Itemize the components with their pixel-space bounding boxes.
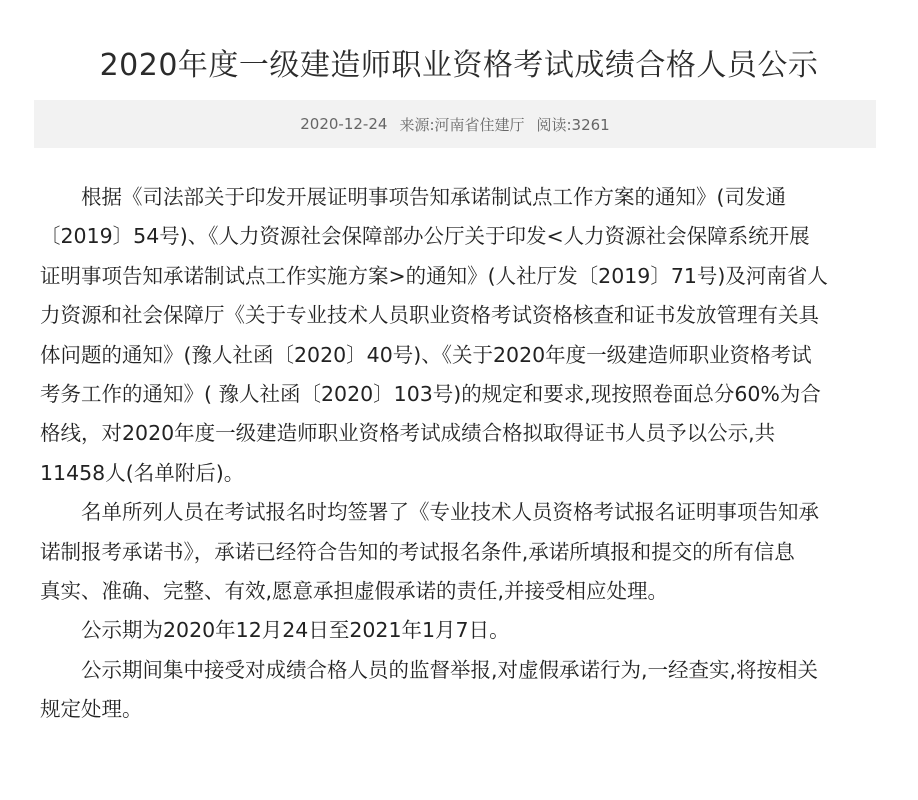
article-meta-bar (34, 100, 876, 148)
source-label: 来源:河南省住建厅 (399, 115, 525, 134)
paragraph-line: 力资源和社会保障厅《关于专业技术人员职业资格考试资格核查和证书发放管理有关具 (40, 303, 819, 328)
paragraph-line: 公示期为2020年12月24日至2021年1月7日。 (81, 618, 510, 643)
paragraph-line: 证明事项告知承诺制试点工作实施方案>的通知》(人社厅发〔2019〕71号)及河南省人 (40, 263, 828, 288)
paragraph-line: 根据《司法部关于印发开展证明事项告知承诺制试点工作方案的通知》(司发通 (81, 185, 786, 209)
page-title: 2020年度一级建造师职业资格考试成绩合格人员公示 (99, 48, 819, 84)
paragraph-line: 考务工作的通知》( 豫人社函〔2020〕103号)的规定和要求,现按照卷面总分60%为合 (40, 382, 821, 407)
article-body (40, 178, 884, 730)
paragraph-publicity-period (40, 611, 884, 650)
read-count: 阅读:3261 (536, 115, 610, 134)
paragraph-line: 〔2019〕54号)、《人力资源社会保障部办公厅关于印发<人力资源社会保障系统开展 (40, 224, 810, 249)
paragraph-legal-basis (40, 178, 884, 493)
paragraph-line: 名单所列人员在考试报名时均签署了《专业技术人员资格考试报名证明事项告知承 (81, 500, 819, 525)
paragraph-line: 诺制报考承诺书》，承诺已经符合告知的考试报名条件,承诺所填报和提交的所有信息 (40, 539, 795, 564)
paragraph-line: 公示期间集中接受对成绩合格人员的监督举报,对虚假承诺行为,一经查实,将按相关 (81, 657, 819, 682)
paragraph-commitment (40, 493, 884, 611)
paragraph-line: 真实、准确、完整、有效,愿意承担虚假承诺的责任,并接受相应处理。 (40, 579, 669, 604)
paragraph-line: 格线，对2020年度一级建造师职业资格考试成绩合格拟取得证书人员予以公示,共 (40, 421, 776, 446)
paragraph-supervision (40, 651, 884, 730)
paragraph-line: 11458人(名单附后)。 (40, 460, 245, 485)
paragraph-line: 规定处理。 (40, 697, 143, 722)
paragraph-line: 体问题的通知》(豫人社函〔2020〕40号)、《关于2020年度一级建造师职业资格考试 (40, 342, 812, 367)
publish-date: 2020-12-24 (300, 115, 388, 133)
